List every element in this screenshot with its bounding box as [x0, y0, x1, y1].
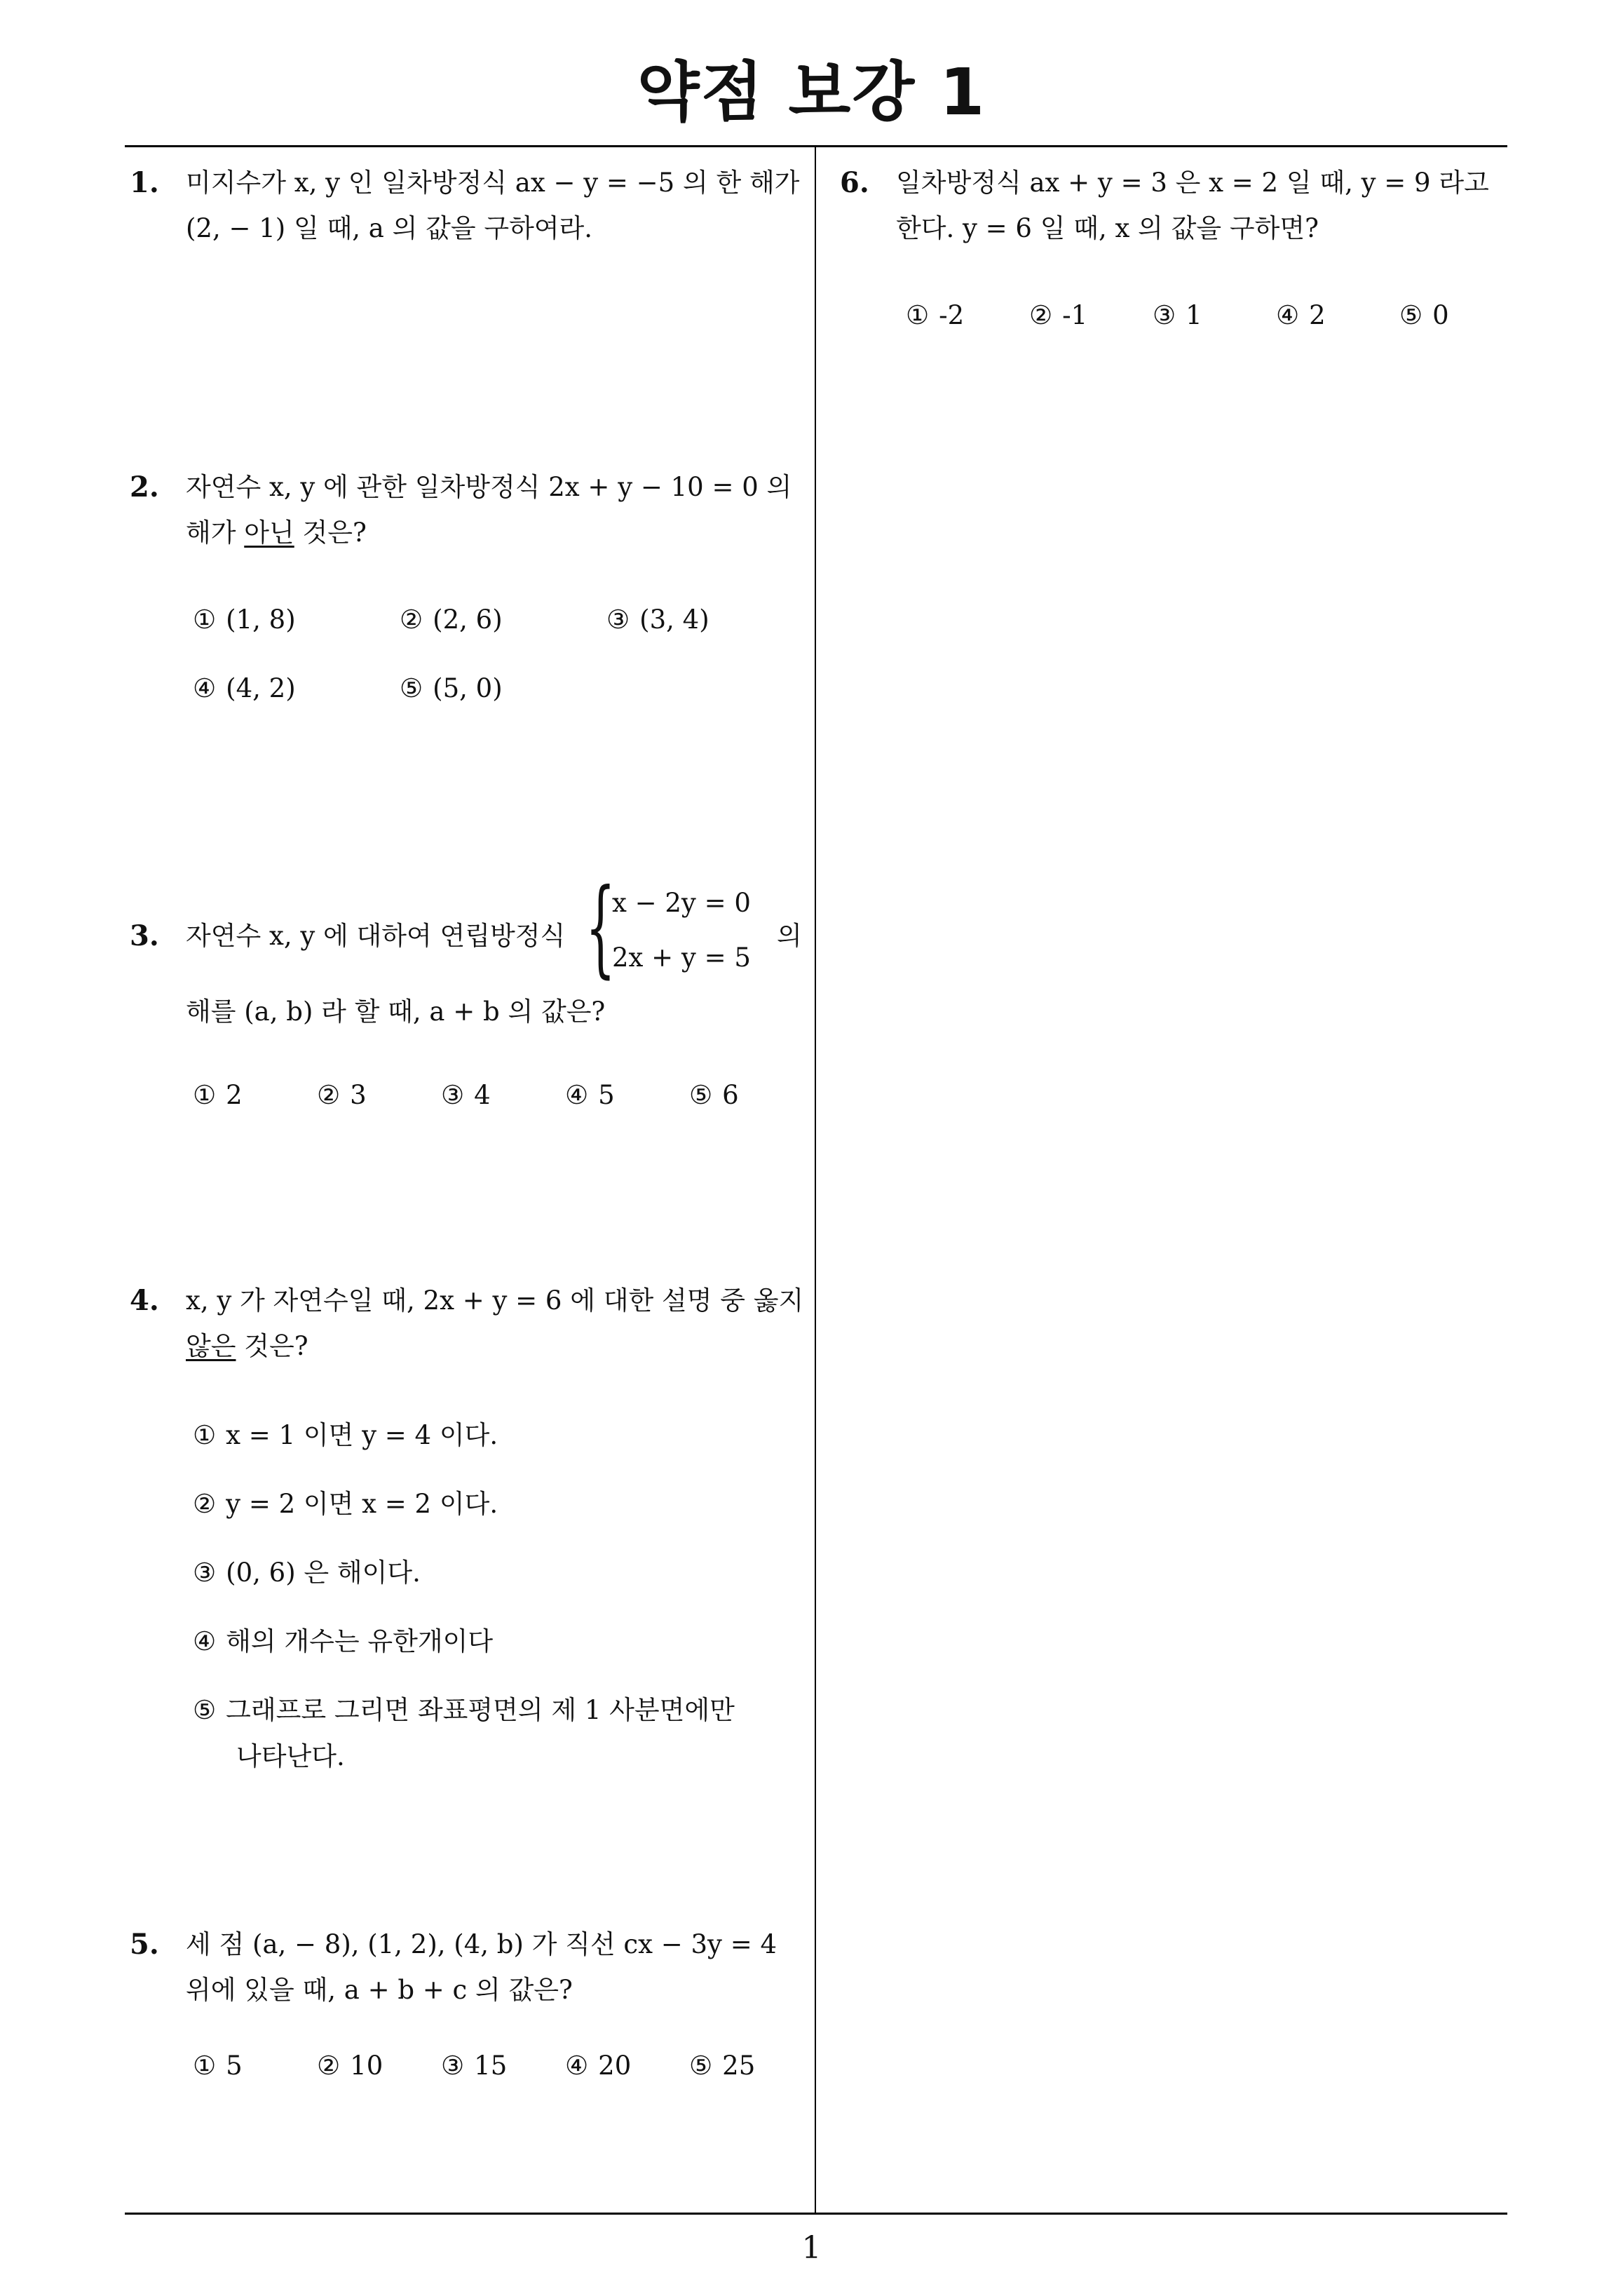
choice-option[interactable] — [1029, 300, 1087, 330]
choice-option[interactable] — [193, 2051, 243, 2081]
choice-mark: ④ — [1276, 300, 1300, 330]
question-number: 4. — [130, 1284, 159, 1317]
choice-text: x = 1 이면 y = 4 이다. — [226, 1420, 498, 1450]
choice-text: 1 — [1186, 300, 1202, 330]
text-fragment: 해가 — [186, 518, 245, 548]
top-rule — [125, 145, 1507, 147]
choice-option[interactable] — [317, 1080, 367, 1110]
question-line: x, y 가 자연수일 때, 2x + y = 6 에 대한 설명 중 옳지 — [186, 1285, 804, 1316]
choice-option[interactable] — [689, 1080, 739, 1110]
question-number: 1. — [130, 166, 159, 199]
choice-option[interactable] — [193, 1483, 498, 1520]
choice-option[interactable] — [441, 2051, 507, 2081]
text-fragment: 것은? — [236, 1331, 308, 1361]
choice-mark: ③ — [1153, 300, 1176, 330]
choice-text: 그래프로 그리면 좌표평면의 제 1 사분면에만 — [226, 1695, 735, 1725]
question-number: 6. — [840, 166, 869, 199]
choice-text: 해의 개수는 유한개이다 — [226, 1626, 494, 1656]
question-line: 한다. y = 6 일 때, x 의 값을 구하면? — [896, 213, 1319, 243]
bottom-rule — [125, 2213, 1507, 2215]
choice-mark: ② — [317, 2051, 341, 2081]
choice-text: 15 — [474, 2051, 508, 2081]
choice-option[interactable] — [565, 2051, 631, 2081]
page-title: 약점 보강 1 — [637, 55, 986, 130]
choice-option[interactable] — [400, 673, 503, 703]
choice-mark: ③ — [193, 1558, 217, 1588]
choice-text: (1, 8) — [226, 605, 296, 635]
choice-option[interactable] — [689, 2051, 755, 2081]
choice-option[interactable] — [193, 1620, 493, 1658]
choice-mark: ② — [317, 1080, 341, 1110]
question-line: 미지수가 x, y 인 일차방정식 ax − y = −5 의 한 해가 — [186, 168, 800, 198]
choice-mark: ③ — [441, 2051, 465, 2081]
equation-1: x − 2y = 0 — [612, 888, 751, 918]
choice-text: (5, 0) — [433, 673, 503, 703]
choice-text: 5 — [598, 1080, 615, 1110]
choice-option[interactable] — [400, 605, 503, 635]
question-line: 자연수 x, y 에 대하여 연립방정식 — [186, 921, 566, 951]
choice-mark: ④ — [193, 673, 217, 703]
question-line — [186, 1323, 803, 1369]
choice-mark: ① — [193, 1080, 217, 1110]
choice-option[interactable] — [193, 673, 296, 703]
question-line: 세 점 (a, − 8), (1, 2), (4, b) 가 직선 cx − 3y = 4 — [186, 1929, 777, 1959]
choice-mark: ② — [400, 605, 423, 635]
choice-mark: ③ — [441, 1080, 465, 1110]
choice-option[interactable] — [317, 2051, 383, 2081]
choice-mark: ⑤ — [400, 673, 423, 703]
question-text — [896, 160, 1513, 251]
choice-mark: ⑤ — [689, 1080, 713, 1110]
question-number: 2. — [130, 471, 159, 504]
choice-option[interactable] — [193, 605, 296, 635]
question-line — [186, 510, 803, 555]
question-number: 5. — [130, 1928, 159, 1961]
choice-mark: ⑤ — [689, 2051, 713, 2081]
choice-mark: ⑤ — [193, 1695, 217, 1725]
choice-text: 3 — [350, 1080, 367, 1110]
choice-option[interactable] — [1399, 300, 1449, 330]
choice-text: 나타난다. — [236, 1741, 345, 1771]
choice-text: 5 — [226, 2051, 243, 2081]
choice-option[interactable] — [193, 1414, 498, 1452]
underlined-word: 아닌 — [244, 518, 294, 548]
choice-text: -1 — [1062, 300, 1088, 330]
equation-system — [585, 867, 796, 1001]
choice-text: (3, 4) — [639, 605, 709, 635]
choice-mark: ④ — [193, 1626, 217, 1656]
choice-option[interactable] — [193, 1080, 243, 1110]
text-fragment: 것은? — [294, 518, 367, 548]
question-line: 자연수 x, y 에 관한 일차방정식 2x + y − 10 = 0 의 — [186, 472, 792, 502]
question-line: 일차방정식 ax + y = 3 은 x = 2 일 때, y = 9 라고 — [896, 168, 1489, 198]
choice-text: (2, 6) — [433, 605, 503, 635]
choice-text: -2 — [939, 300, 965, 330]
page-number: 1 — [801, 2230, 822, 2266]
question-number: 3. — [130, 919, 159, 952]
question-line: 위에 있을 때, a + b + c 의 값은? — [186, 1975, 573, 2005]
choice-mark: ④ — [565, 2051, 589, 2081]
choice-mark: ② — [1029, 300, 1053, 330]
question-text — [186, 160, 803, 251]
choice-mark: ① — [193, 1420, 217, 1450]
question-text — [186, 464, 803, 555]
choice-mark: ① — [193, 605, 217, 635]
choice-text: 10 — [350, 2051, 383, 2081]
choice-option[interactable] — [193, 1551, 421, 1589]
choice-text: y = 2 이면 x = 2 이다. — [226, 1489, 498, 1519]
question-line: 해를 (a, b) 라 할 때, a + b 의 값은? — [186, 997, 606, 1027]
choice-option[interactable] — [193, 1689, 735, 1727]
choice-mark: ① — [906, 300, 930, 330]
choice-text: 25 — [722, 2051, 756, 2081]
choice-text: 20 — [598, 2051, 632, 2081]
choice-text: 4 — [474, 1080, 491, 1110]
choice-text: 0 — [1432, 300, 1449, 330]
choice-option[interactable] — [1153, 300, 1202, 330]
choice-text: (4, 2) — [226, 673, 296, 703]
choice-text: 2 — [226, 1080, 243, 1110]
choice-mark: ⑤ — [1399, 300, 1423, 330]
choice-text: 2 — [1309, 300, 1326, 330]
choice-mark: ④ — [565, 1080, 589, 1110]
question-text — [186, 1922, 803, 2013]
column-divider — [815, 145, 816, 2214]
choice-continuation — [236, 1735, 345, 1773]
underlined-word: 않은 — [186, 1331, 236, 1361]
choice-mark: ③ — [606, 605, 630, 635]
question-3-suffix — [777, 913, 802, 959]
choice-option[interactable] — [1276, 300, 1326, 330]
question-3-line2 — [186, 989, 605, 1034]
choice-option[interactable] — [606, 605, 709, 635]
choice-option[interactable] — [565, 1080, 615, 1110]
question-line: (2, − 1) 일 때, a 의 값을 구하여라. — [186, 213, 593, 243]
choice-option[interactable] — [906, 300, 964, 330]
equation-2: 2x + y = 5 — [612, 943, 751, 973]
choice-text: 6 — [722, 1080, 739, 1110]
question-text-suffix: 의 — [777, 921, 802, 951]
choice-mark: ② — [193, 1489, 217, 1519]
left-brace: { — [585, 867, 616, 989]
choice-mark: ① — [193, 2051, 217, 2081]
choice-text: (0, 6) 은 해이다. — [226, 1558, 421, 1588]
question-text — [186, 1278, 803, 1369]
choice-option[interactable] — [441, 1080, 491, 1110]
